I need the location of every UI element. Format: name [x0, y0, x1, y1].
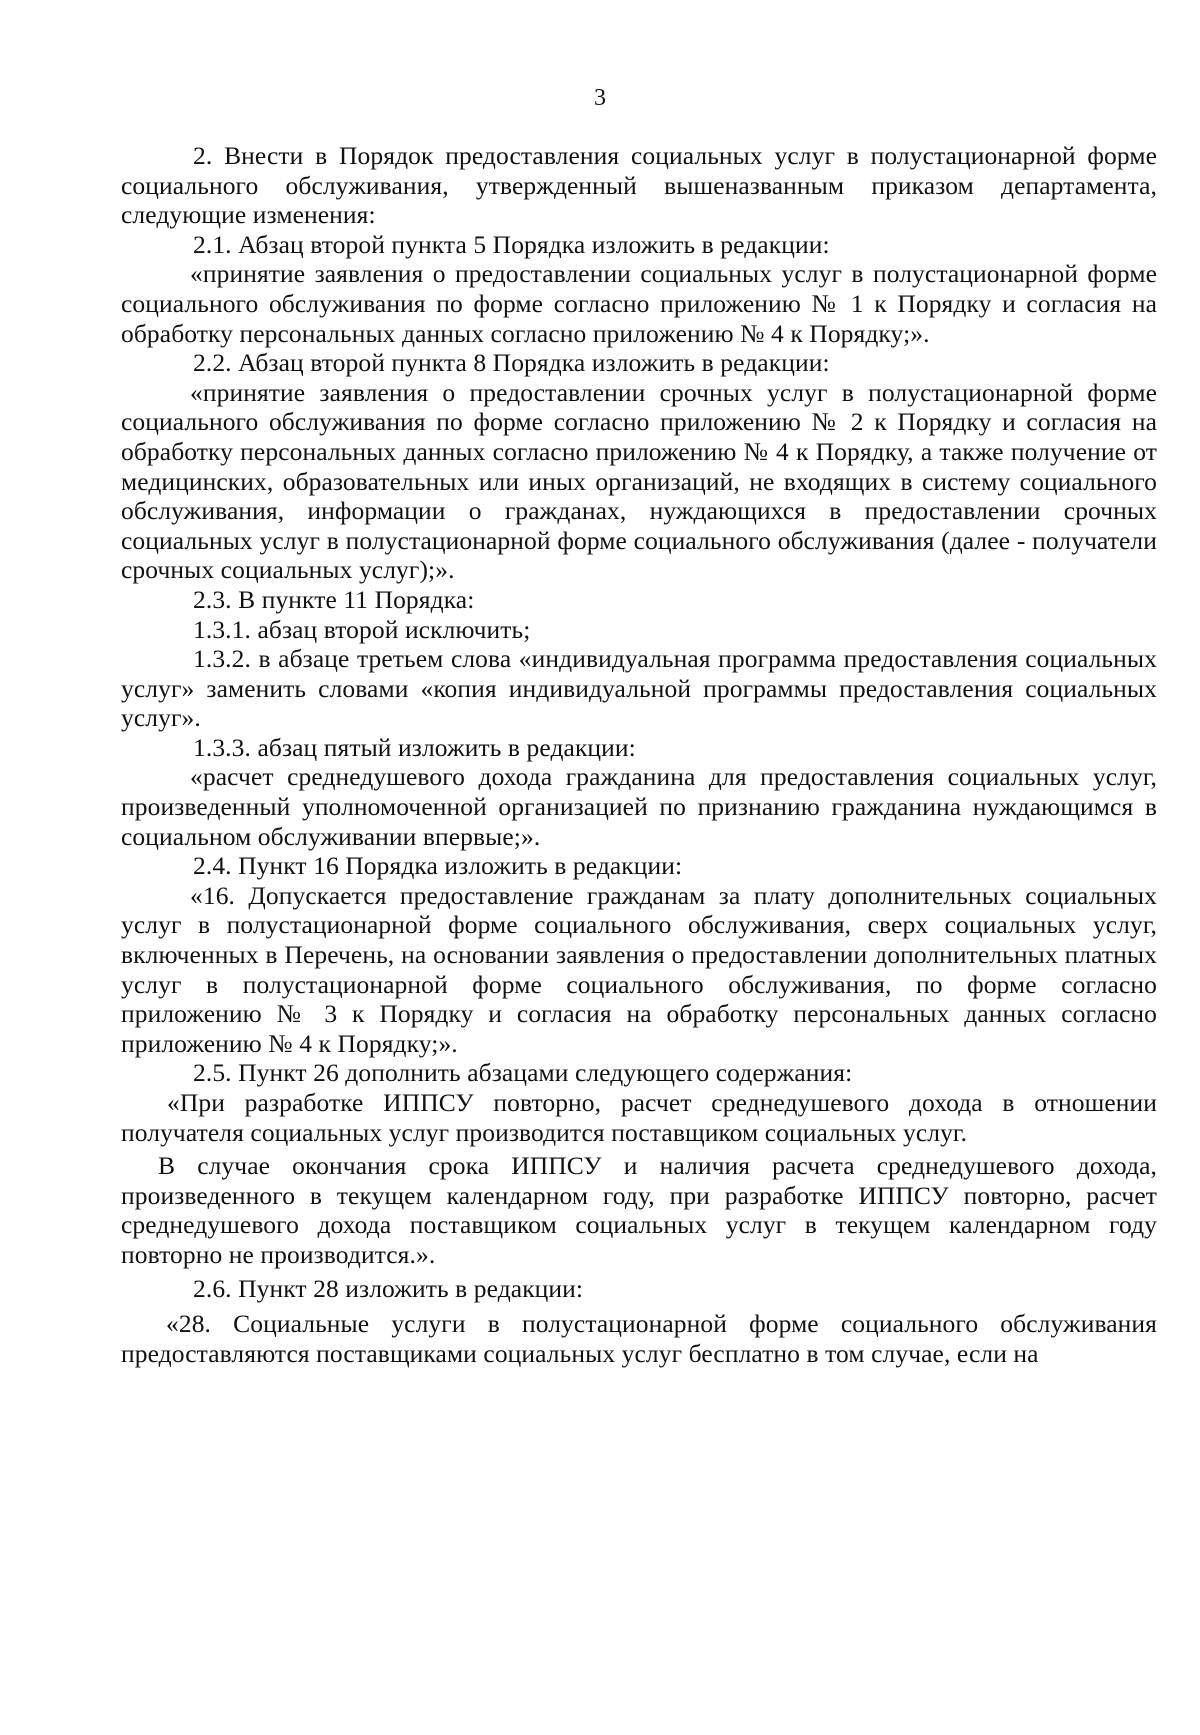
- paragraph-1-3-3-quote: «расчет среднедушевого дохода гражданина для предоставления социальных услуг, произведенный уполномоченной организацией по признанию гражданина нуждающимся в социальном обслуживании впервые;».: [121, 762, 1157, 851]
- paragraph-2-2-quote: «принятие заявления о предоставлении срочных услуг в полустационарной форме социального обслуживания по форме согласно приложению № 2 к Порядку и согласия на обработку персональных данных согласно приложению № 4 к Порядку, а также получение от медицинских, образовательных или иных организаций, не входящих в систему социального обслуживания, информации о гражданах, нуждающихся в предоставлении срочных социальных услуг в полустационарной форме социального обслуживания (далее - получатели срочных социальных услуг);».: [121, 377, 1157, 585]
- paragraph-2-5-quote-2: В случае окончания срока ИППСУ и наличия расчета среднедушевого дохода, произведенного в текущем календарном году, при разработке ИППСУ повторно, расчет среднедушевого дохода поставщиком социальных услуг в текущем календарном году повторно не производится.».: [121, 1151, 1157, 1269]
- document-body: [121, 141, 1157, 1368]
- paragraph-2-6: 2.6. Пункт 28 изложить в редакции:: [193, 1273, 584, 1303]
- paragraph-2-3: 2.3. В пункте 11 Порядка:: [193, 584, 475, 614]
- paragraph-1-3-2: 1.3.2. в абзаце третьем слова «индивидуальная программа предоставления социальных услуг» заменить словами «копия индивидуальной программы предоставления социальных услуг».: [121, 644, 1157, 733]
- paragraph-2-6-quote: «28. Социальные услуги в полустационарной форме социального обслуживания предоставляются поставщиками социальных услуг бесплатно в том случае, если на: [121, 1309, 1157, 1368]
- page-number: 3: [594, 85, 606, 111]
- paragraph-1-3-1: 1.3.1. абзац второй исключить;: [193, 614, 531, 644]
- paragraph-2-1-quote: «принятие заявления о предоставлении социальных услуг в полустационарной форме социального обслуживания по форме согласно приложению № 1 к Порядку и согласия на обработку персональных данных согласно приложению № 4 к Порядку;».: [121, 259, 1157, 348]
- paragraph-2-1: 2.1. Абзац второй пункта 5 Порядка изложить в редакции:: [193, 229, 830, 259]
- paragraph-2-5: 2.5. Пункт 26 дополнить абзацами следующего содержания:: [193, 1058, 853, 1088]
- paragraph-2-4-quote: «16. Допускается предоставление гражданам за плату дополнительных социальных услуг в полустационарной форме социального обслуживания, сверх социальных услуг, включенных в Перечень, на основании заявления о предоставлении дополнительных платных услуг в полустационарной форме социального обслуживания, по форме согласно приложению № 3 к Порядку и согласия на обработку персональных данных согласно приложению № 4 к Порядку;».: [121, 880, 1157, 1058]
- paragraph-2-4: 2.4. Пункт 16 Порядка изложить в редакции:: [193, 851, 683, 881]
- paragraph-2-5-quote-1: «При разработке ИППСУ повторно, расчет среднедушевого дохода в отношении получателя социальных услуг производится поставщиком социальных услуг.: [121, 1088, 1157, 1147]
- paragraph-1-3-3: 1.3.3. абзац пятый изложить в редакции:: [193, 732, 636, 762]
- paragraph-2: 2. Внести в Порядок предоставления социальных услуг в полустационарной форме социального обслуживания, утвержденный вышеназванным приказом департамента, следующие изменения:: [121, 141, 1157, 230]
- paragraph-2-2: 2.2. Абзац второй пункта 8 Порядка изложить в редакции:: [193, 348, 830, 378]
